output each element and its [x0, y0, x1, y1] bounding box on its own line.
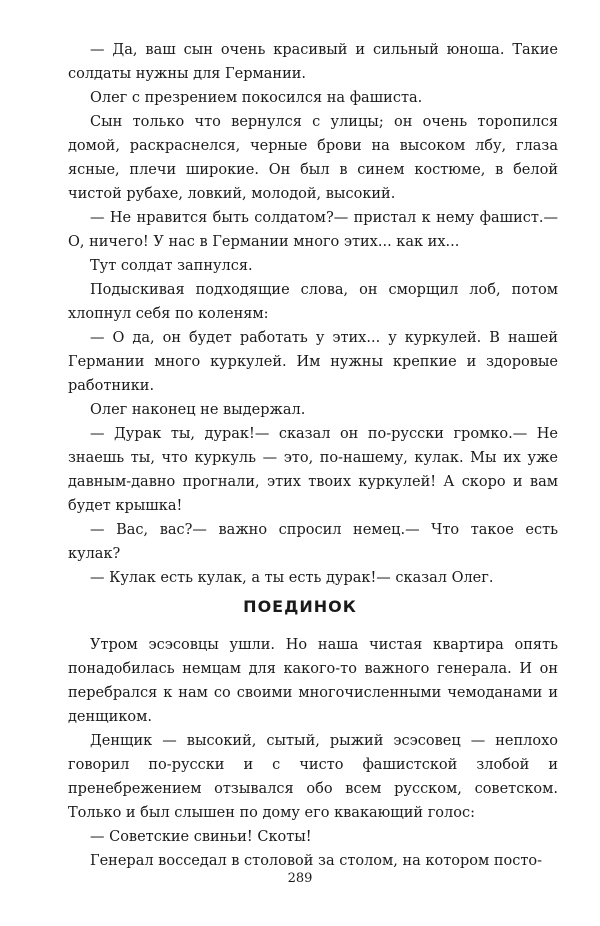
- paragraph: Подыскивая подходящие слова, он сморщил лоб, потом хлопнул себя по коленям:: [68, 282, 558, 322]
- paragraph: — Дурак ты, дурак!— сказал он по-русски громко.— Не знаешь ты, что куркуль — это, по-нашему, кулак. Мы их уже давным-давно прогнали, этих твоих куркулей! А скоро и вам будет крышка!: [68, 426, 558, 514]
- chapter-title: ПОЕДИНОК: [243, 597, 357, 616]
- paragraph: — О да, он будет работать у этих... у куркулей. В нашей Германии много куркулей. Им нужны крепкие и здоровые работники.: [68, 330, 558, 394]
- paragraph: — Да, ваш сын очень красивый и сильный юноша. Такие солдаты нужны для Германии.: [68, 42, 558, 82]
- paragraph: Сын только что вернулся с улицы; он очень торопился домой, раскраснелся, черные брови на высоком лбу, глаза ясные, плечи широкие. Он был в синем костюме, в белой чистой рубахе, ловкий, молодой, высокий.: [68, 114, 558, 202]
- page-number: 289: [287, 871, 313, 886]
- paragraph: — Кулак есть кулак, а ты есть дурак!— сказал Олег.: [90, 570, 494, 586]
- chapter-body: [68, 633, 558, 873]
- paragraph: Тут солдат запнулся.: [90, 258, 253, 274]
- dialogue-section: [68, 38, 558, 590]
- paragraph: Генерал восседал в столовой за столом, на котором посто-: [90, 853, 543, 869]
- paragraph: — Советские свиньи! Скоты!: [90, 829, 312, 845]
- paragraph: Денщик — высокий, сытый, рыжий эсэсовец — неплохо говорил по-русски и с чисто фашистской злобой и пренебрежением отзывался обо всем русском, советском. Только и был слышен по дому его квакающий голос:: [68, 733, 558, 821]
- paragraph: — Вас, вас?— важно спросил немец.— Что такое есть кулак?: [68, 522, 558, 562]
- paragraph: Утром эсэсовцы ушли. Но наша чистая квартира опять понадобилась немцам для какого-то важного генерала. И он перебрался к нам со своими многочисленными чемоданами и денщиком.: [68, 637, 558, 725]
- paragraph: Олег наконец не выдержал.: [90, 402, 306, 418]
- paragraph: — Не нравится быть солдатом?— пристал к нему фашист.— О, ничего! У нас в Германии много этих... как их...: [68, 210, 558, 250]
- paragraph: Олег с презрением покосился на фашиста.: [90, 90, 423, 106]
